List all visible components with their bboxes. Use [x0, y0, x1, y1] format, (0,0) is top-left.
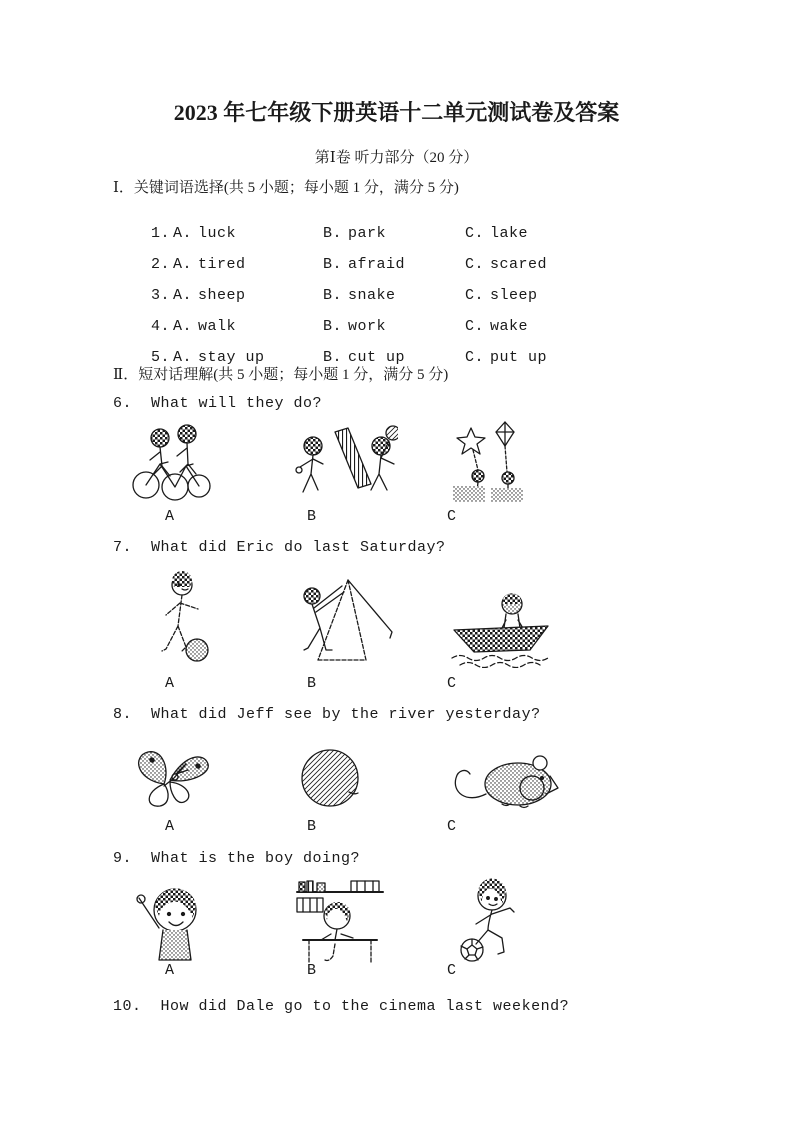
option-text-b: afraid: [348, 256, 406, 273]
butterfly-image: [130, 740, 218, 812]
option-label-a: A: [165, 962, 175, 979]
option-letter-b: B.: [323, 256, 343, 273]
boy-playing-ball-image: [152, 571, 216, 669]
option-text-a: tired: [198, 256, 246, 273]
children-riding-bicycles-image: [130, 422, 215, 504]
option-letter-b: B.: [323, 287, 343, 304]
question-8-text: 8. What did Jeff see by the river yesterday?: [113, 706, 541, 723]
option-text-b: cut up: [348, 349, 406, 366]
option-label-c: C: [447, 675, 457, 692]
option-label-b: B: [307, 962, 317, 979]
page-title: 2023 年七年级下册英语十二单元测试卷及答案: [173, 100, 620, 125]
option-label-b: B: [307, 508, 317, 525]
option-label-c: C: [447, 962, 457, 979]
option-letter-b: B.: [323, 349, 343, 366]
option-label-c: C: [447, 818, 457, 835]
option-letter-a: A.: [173, 318, 193, 335]
option-text-a: luck: [198, 225, 237, 242]
question-9-images: [113, 876, 733, 964]
option-text-b: snake: [348, 287, 396, 304]
section-1-heading: Ⅰ．关键词语选择(共 5 小题；每小题 1 分，满分 5 分): [113, 180, 459, 196]
question-6-images: [113, 420, 733, 506]
option-letter-c: C.: [465, 349, 485, 366]
children-playing-volleyball-image: [293, 424, 398, 502]
question-8-images: [113, 738, 733, 816]
option-letter-c: C.: [465, 287, 485, 304]
boy-waving-image: [133, 878, 207, 964]
question-8-option-labels: [113, 818, 733, 840]
option-text-a: stay up: [198, 349, 265, 366]
option-text-b: work: [348, 318, 387, 335]
option-text-c: wake: [490, 318, 529, 335]
option-text-c: put up: [490, 349, 548, 366]
question-7-images: [113, 568, 733, 672]
question-number: 5.: [151, 349, 171, 366]
children-flying-kites-image: [451, 420, 525, 504]
boy-kicking-football-image: [452, 876, 524, 966]
option-label-a: A: [165, 675, 175, 692]
option-text-b: park: [348, 225, 387, 242]
section-2-heading: Ⅱ．短对话理解(共 5 小题；每小题 1 分，满分 5 分): [113, 367, 449, 383]
boy-setting-up-tent-image: [296, 570, 396, 670]
question-7-text: 7. What did Eric do last Saturday?: [113, 539, 446, 556]
option-text-a: walk: [198, 318, 237, 335]
question-number: 4.: [151, 318, 171, 335]
option-text-c: lake: [490, 225, 529, 242]
question-number: 1.: [151, 225, 171, 242]
option-text-c: sleep: [490, 287, 538, 304]
option-label-b: B: [307, 818, 317, 835]
option-letter-a: A.: [173, 287, 193, 304]
option-letter-a: A.: [173, 225, 193, 242]
mouse-image: [450, 750, 560, 812]
question-7-option-labels: [113, 675, 733, 697]
option-label-a: A: [165, 818, 175, 835]
question-9-text: 9. What is the boy doing?: [113, 850, 361, 867]
option-letter-c: C.: [465, 225, 485, 242]
option-letter-a: A.: [173, 349, 193, 366]
option-label-b: B: [307, 675, 317, 692]
question-10-text: 10. How did Dale go to the cinema last weekend?: [113, 998, 570, 1015]
question-number: 2.: [151, 256, 171, 273]
option-letter-c: C.: [465, 318, 485, 335]
option-letter-b: B.: [323, 318, 343, 335]
option-text-c: scared: [490, 256, 548, 273]
boy-doing-homework-image: [295, 878, 385, 964]
option-label-c: C: [447, 508, 457, 525]
question-number: 3.: [151, 287, 171, 304]
option-letter-b: B.: [323, 225, 343, 242]
question-6-option-labels: [113, 508, 733, 530]
page-subtitle: 第Ⅰ卷 听力部分（20 分）: [314, 150, 479, 166]
option-letter-a: A.: [173, 256, 193, 273]
hedgehog-image: [297, 742, 363, 812]
question-9-option-labels: [113, 962, 733, 984]
option-text-a: sheep: [198, 287, 246, 304]
option-letter-c: C.: [465, 256, 485, 273]
boy-rowing-boat-image: [450, 592, 552, 668]
option-label-a: A: [165, 508, 175, 525]
question-6-text: 6. What will they do?: [113, 395, 323, 412]
